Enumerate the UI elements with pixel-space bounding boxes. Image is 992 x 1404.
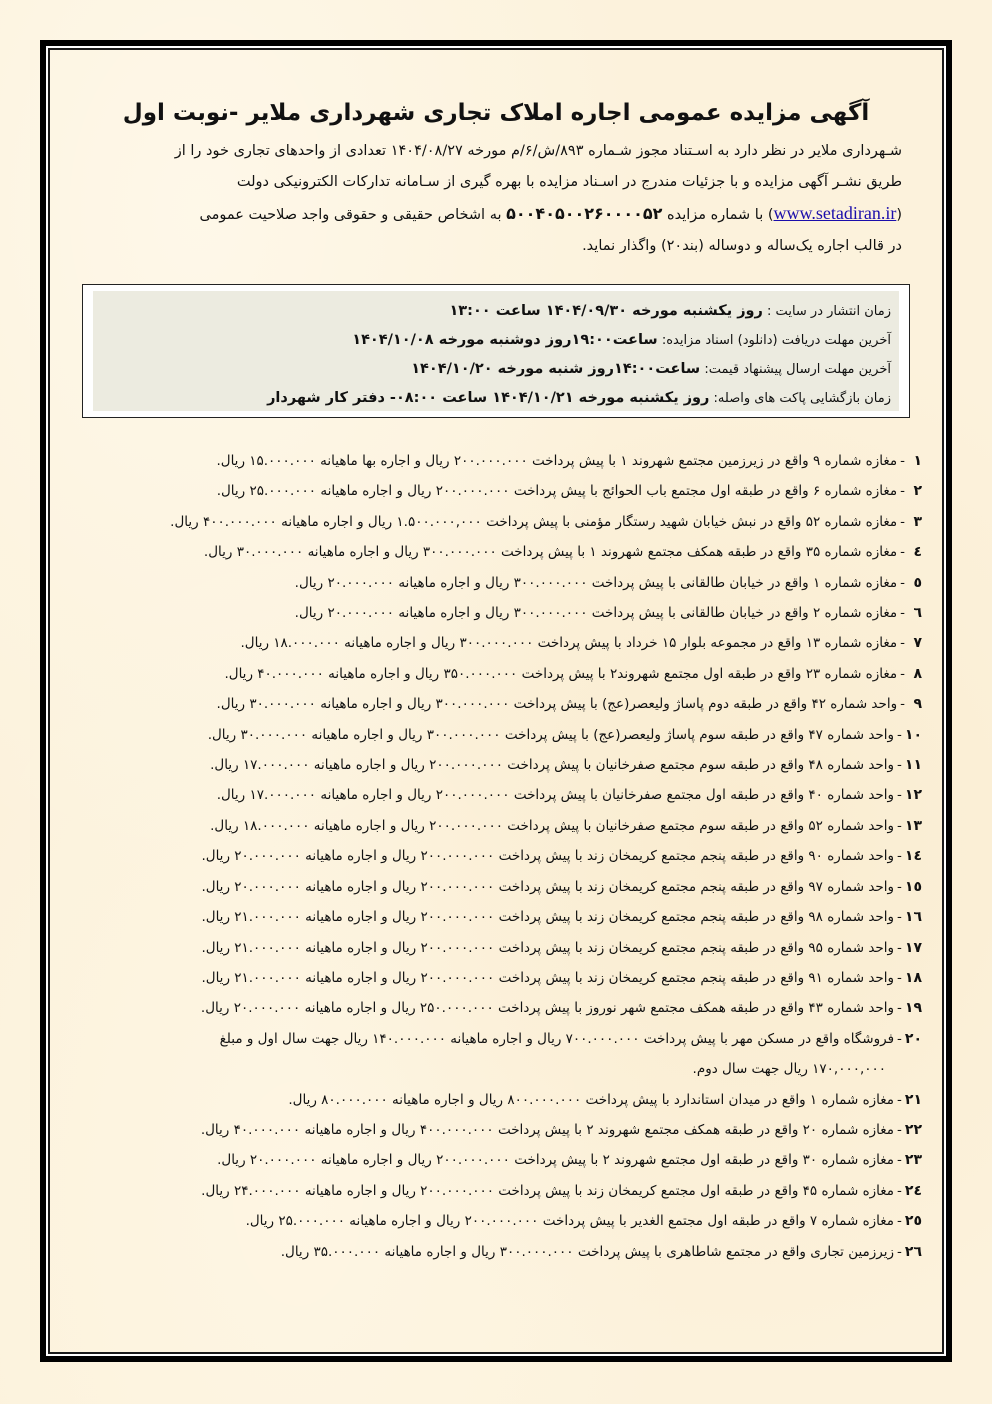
item-number: ۱۰ — [904, 726, 922, 743]
item-dash: - — [900, 696, 905, 713]
item-number: ۱٦ — [904, 909, 922, 926]
item-number: ٦ — [913, 605, 922, 622]
item-number: ۳ — [913, 513, 922, 530]
notice-title: آگهی مزایده عمومی اجاره املاک تجاری شهرداری ملایر -نوبت اول — [122, 100, 870, 126]
item-text: مغازه شماره ۱ واقع در خیابان طالقانی با پیش پرداخت ۳۰۰.۰۰۰.۰۰۰ ریال و اجاره ماهیانه ۲۰.۰۰۰.۰۰۰ ریال. — [294, 574, 898, 591]
item-number: ۱ — [913, 453, 922, 469]
list-item — [82, 1206, 922, 1236]
item-dash: - — [897, 848, 902, 865]
setadiran-link[interactable]: www.setadiran.ir — [773, 203, 897, 223]
schedule-box-inner — [93, 291, 899, 411]
schedule-label: آخرین مهلت ارسال پیشنهاد قیمت: — [704, 362, 891, 377]
item-text-continuation: ۱۷۰,۰۰۰,۰۰۰ ریال جهت سال دوم. — [692, 1061, 886, 1078]
list-item — [82, 1115, 922, 1145]
list-item — [82, 659, 922, 689]
item-number: ۱۷ — [904, 939, 922, 956]
list-item — [82, 963, 922, 993]
schedule-row-bid-deadline — [101, 355, 891, 384]
item-number: ٤ — [913, 544, 922, 561]
item-number: ۲٥ — [904, 1213, 922, 1230]
property-list — [82, 446, 922, 1267]
item-number: ۲۱ — [904, 1091, 922, 1108]
item-dash: - — [897, 1000, 902, 1017]
item-text: مغازه شماره ۲۳ واقع در طبقه اول مجتمع شهروند۲ با پیش پرداخت ۳۵۰.۰۰۰.۰۰۰ ریال و اجاره ماهیانه ۴۰.۰۰۰.۰۰۰ ریال. — [224, 665, 898, 682]
intro-line-4: در قالب اجاره یک‌ساله و دوساله (بند۲۰) واگذار نماید. — [582, 238, 902, 254]
list-item — [82, 841, 922, 871]
item-text: مغازه شماره ۲۰ واقع در طبقه همکف مجتمع شهروند ۲ با پیش پرداخت ۴۰۰.۰۰۰.۰۰۰ ریال و اجاره ماهیانه ۴۰.۰۰۰.۰۰۰ ریال. — [200, 1121, 895, 1138]
intro-line-2: طریق نشـر آگهی مزایده و با جزئیات مندرج در اسـناد مزایده با بهره گیری از سـامانه تدارکات الکترونیکی دولت — [236, 174, 902, 190]
item-dash: - — [897, 1091, 902, 1108]
item-text: زیرزمین تجاری واقع در مجتمع شاطاهری با پیش پرداخت ۳۰۰.۰۰۰.۰۰۰ ریال و اجاره ماهیانه ۳۵.۰۰۰.۰۰۰ ریال. — [280, 1243, 895, 1260]
item-text: فروشگاه واقع در مسکن مهر با پیش پرداخت ۷۰۰.۰۰۰.۰۰۰ ریال و اجاره ماهیانه ۱۴۰.۰۰۰.۰۰۰ ریال جهت سال اول و مبلغ — [219, 1030, 895, 1047]
item-number: ۱٥ — [904, 878, 922, 895]
item-text: مغازه شماره ۴۵ واقع در طبقه اول مجتمع کریمخان زند با پیش پرداخت ۲۰۰.۰۰۰.۰۰۰ ریال و اجاره ماهیانه ۲۴.۰۰۰.۰۰۰ ریال. — [201, 1182, 895, 1199]
list-item — [82, 537, 922, 567]
item-number: ۲۰ — [904, 1030, 922, 1047]
list-item — [82, 811, 922, 841]
item-number: ۸ — [913, 665, 922, 682]
item-text: واحد شماره ۴۲ واقع در طبقه دوم پاساژ ولیعصر(عج) با پیش پرداخت ۳۰۰.۰۰۰.۰۰۰ ریال و اجاره ماهیانه ۳۰.۰۰۰.۰۰۰ ریال. — [216, 696, 898, 713]
schedule-value: ساعت۱۹:۰۰روز دوشنبه مورخه ۱۴۰۴/۱۰/۰۸ — [352, 332, 658, 348]
item-dash: - — [900, 513, 905, 530]
item-number: ۲ — [913, 483, 922, 500]
list-item — [82, 507, 922, 537]
item-dash: - — [897, 1121, 902, 1138]
item-number: ۲۳ — [904, 1152, 922, 1169]
schedule-row-publish — [101, 297, 891, 326]
list-item — [82, 780, 922, 810]
item-text: واحد شماره ۹۸ واقع در طبقه پنجم مجتمع کریمخان زند با پیش پرداخت ۲۰۰.۰۰۰.۰۰۰ ریال و اجاره ماهیانه ۲۱.۰۰۰.۰۰۰ ریال. — [201, 909, 895, 926]
schedule-label: زمان انتشار در سایت : — [767, 304, 891, 319]
item-text: مغازه شماره ۲ واقع در خیابان طالقانی با پیش پرداخت ۳۰۰.۰۰۰.۰۰۰ ریال و اجاره ماهیانه ۲۰.۰۰۰.۰۰۰ ریال. — [294, 605, 898, 622]
item-text: مغازه شماره ۵۲ واقع در نبش خیابان شهید رستگار مؤمنی با پیش پرداخت ۱.۵۰۰.۰۰۰,۰۰۰ ریال و اجاره ماهیانه ۴۰۰.۰۰۰.۰۰۰ ریال. — [170, 513, 898, 530]
item-dash: - — [897, 1152, 902, 1169]
item-dash: - — [897, 909, 902, 926]
list-item — [82, 689, 922, 719]
list-item — [82, 598, 922, 628]
item-dash: - — [900, 574, 905, 591]
item-dash: - — [897, 787, 902, 804]
schedule-label: آخرین مهلت دریافت (دانلود) اسناد مزایده: — [661, 333, 891, 348]
schedule-value: روز یکشنبه مورخه ۱۴۰۴/۱۰/۲۱ ساعت ۰۸:۰۰- دفتر کار شهردار — [267, 390, 710, 406]
item-dash: - — [897, 726, 902, 743]
item-dash: - — [900, 483, 905, 500]
item-dash: - — [900, 635, 905, 652]
item-text: واحد شماره ۴۷ واقع در طبقه سوم پاساژ ولیعصر(عج) با پیش پرداخت ۳۰۰.۰۰۰.۰۰۰ ریال و اجاره ماهیانه ۳۰.۰۰۰.۰۰۰ ریال. — [207, 726, 895, 743]
item-text: واحد شماره ۵۲ واقع در طبقه سوم مجتمع صفرخانیان با پیش پرداخت ۲۰۰.۰۰۰.۰۰۰ ریال و اجاره ماهیانه ۱۸.۰۰۰.۰۰۰ ریال. — [210, 817, 895, 834]
schedule-row-download-deadline — [101, 326, 891, 355]
item-text: واحد شماره ۹۷ واقع در طبقه پنجم مجتمع کریمخان زند با پیش پرداخت ۲۰۰.۰۰۰.۰۰۰ ریال و اجاره ماهیانه ۲۰.۰۰۰.۰۰۰ ریال. — [201, 878, 895, 895]
item-dash: - — [897, 1030, 902, 1047]
list-item — [82, 1237, 922, 1267]
intro-line-3-pre: با شماره مزایده — [666, 207, 764, 223]
list-item — [82, 750, 922, 780]
schedule-label: زمان بازگشایی پاکت های واصله: — [713, 391, 891, 406]
item-number: ۹ — [913, 696, 922, 713]
item-text: واحد شماره ۴۰ واقع در طبقه اول مجتمع صفرخانیان با پیش پرداخت ۲۰۰.۰۰۰.۰۰۰ ریال و اجاره ماهیانه ۱۷.۰۰۰.۰۰۰ ریال. — [216, 787, 895, 804]
item-dash: - — [897, 939, 902, 956]
item-dash: - — [897, 878, 902, 895]
item-text: واحد شماره ۹۱ واقع در طبقه پنجم مجتمع کریمخان زند با پیش پرداخت ۲۰۰.۰۰۰.۰۰۰ ریال و اجاره ماهیانه ۲۱.۰۰۰.۰۰۰ ریال. — [201, 969, 895, 986]
item-number: ۱۱ — [904, 757, 922, 774]
item-number: ۱٤ — [904, 848, 922, 865]
schedule-row-opening — [101, 384, 891, 413]
list-item — [82, 1085, 922, 1115]
item-number: ۱۲ — [904, 787, 922, 804]
list-item — [82, 1024, 922, 1085]
schedule-value: روز یکشنبه مورخه ۱۴۰۴/۰۹/۳۰ ساعت ۱۳:۰۰ — [449, 303, 763, 319]
item-text: مغازه شماره ۹ واقع در زیرزمین مجتمع شهروند ۱ با پیش پرداخت ۲۰۰.۰۰۰.۰۰۰ ریال و اجاره بها ماهیانه ۱۵.۰۰۰.۰۰۰ ریال. — [216, 453, 898, 469]
item-number: ۲۲ — [904, 1121, 922, 1138]
intro-line-1: شـهرداری ملایر در نظر دارد به اسـتناد مجوز شـماره ۸۹۳/ش/۶/م مورخه ۱۴۰۴/۰۸/۲۷ تعدادی از واحدهای تجاری خود را از — [174, 143, 902, 159]
item-number: ۱۹ — [904, 1000, 922, 1017]
item-number: ۲٦ — [904, 1243, 922, 1260]
item-number: ۷ — [913, 635, 922, 652]
list-item — [82, 720, 922, 750]
list-item — [82, 872, 922, 902]
item-text: مغازه شماره ۳۵ واقع در طبقه همکف مجتمع شهروند ۱ با پیش پرداخت ۳۰۰.۰۰۰.۰۰۰ ریال و اجاره ماهیانه ۳۰.۰۰۰.۰۰۰ ریال. — [203, 544, 898, 561]
auction-number: ۵۰۰۴۰۵۰۰۲۶۰۰۰۰۵۲ — [506, 204, 663, 223]
item-text: مغازه شماره ۱۳ واقع در مجموعه بلوار ۱۵ خرداد با پیش پرداخت ۳۰۰.۰۰۰.۰۰۰ ریال و اجاره ماهیانه ۱۸.۰۰۰.۰۰۰ ریال. — [240, 635, 898, 652]
item-number: ۱۸ — [904, 969, 922, 986]
schedule-value: ساعت۱۴:۰۰روز شنبه مورخه ۱۴۰۴/۱۰/۲۰ — [411, 361, 701, 377]
item-dash: - — [900, 665, 905, 682]
list-item — [82, 933, 922, 963]
item-dash: - — [900, 605, 905, 622]
item-text: واحد شماره ۴۳ واقع در طبقه همکف مجتمع شهر نوروز با پیش پرداخت ۲۵۰.۰۰۰.۰۰۰ ریال و اجاره ماهیانه ۲۰.۰۰۰.۰۰۰ ریال. — [200, 1000, 895, 1017]
list-item — [82, 446, 922, 476]
intro-line-3-post: به اشخاص حقیقی و حقوقی واجد صلاحیت عمومی — [199, 207, 502, 223]
item-dash: - — [897, 1243, 902, 1260]
item-dash: - — [897, 969, 902, 986]
item-text: مغازه شماره ۳۰ واقع در طبقه اول مجتمع شهروند ۲ با پیش پرداخت ۲۰۰.۰۰۰.۰۰۰ ریال و اجاره ماهیانه ۲۰.۰۰۰.۰۰۰ ریال. — [217, 1152, 895, 1169]
list-item — [82, 1176, 922, 1206]
item-number: ۱۳ — [904, 817, 922, 834]
list-item — [82, 902, 922, 932]
list-item — [82, 568, 922, 598]
item-dash: - — [897, 757, 902, 774]
item-dash: - — [900, 544, 905, 561]
item-text: مغازه شماره ۶ واقع در طبقه اول مجتمع باب الحوائج با پیش پرداخت ۲۰۰.۰۰۰.۰۰۰ ریال و اجاره ماهیانه ۲۵.۰۰۰.۰۰۰ ریال. — [216, 483, 898, 500]
intro-line-3: (www.setadiran.ir) با شماره مزایده ۵۰۰۴۰۵۰۰۲۶۰۰۰۰۵۲ به اشخاص حقیقی و حقوقی واجد صلاحیت عمومی — [199, 203, 902, 223]
item-text: مغازه شماره ۱ واقع در میدان استاندارد با پیش پرداخت ۸۰۰.۰۰۰.۰۰۰ ریال و اجاره ماهیانه ۸۰.۰۰۰.۰۰۰ ریال. — [288, 1091, 895, 1108]
item-dash: - — [897, 1182, 902, 1199]
item-text: واحد شماره ۹۰ واقع در طبقه پنجم مجتمع کریمخان زند با پیش پرداخت ۲۰۰.۰۰۰.۰۰۰ ریال و اجاره ماهیانه ۲۰.۰۰۰.۰۰۰ ریال. — [201, 848, 895, 865]
list-item — [82, 628, 922, 658]
item-number: ۲٤ — [904, 1182, 922, 1199]
list-item — [82, 993, 922, 1023]
item-text: واحد شماره ۹۵ واقع در طبقه پنجم مجتمع کریمخان زند با پیش پرداخت ۲۰۰.۰۰۰.۰۰۰ ریال و اجاره ماهیانه ۲۱.۰۰۰.۰۰۰ ریال. — [201, 939, 895, 956]
item-dash: - — [900, 453, 905, 469]
item-text: واحد شماره ۴۸ واقع در طبقه سوم مجتمع صفرخانیان با پیش پرداخت ۲۰۰.۰۰۰.۰۰۰ ریال و اجاره ماهیانه ۱۷.۰۰۰.۰۰۰ ریال. — [210, 757, 895, 774]
item-dash: - — [897, 817, 902, 834]
intro-paragraph — [82, 136, 902, 262]
item-dash: - — [897, 1213, 902, 1230]
list-item — [82, 476, 922, 506]
schedule-box — [82, 284, 910, 418]
list-item — [82, 1145, 922, 1175]
item-text: مغازه شماره ۷ واقع در طبقه اول مجتمع الغدیر با پیش پرداخت ۲۰۰.۰۰۰.۰۰۰ ریال و اجاره ماهیانه ۲۵.۰۰۰.۰۰۰ ریال. — [245, 1213, 895, 1230]
item-number: ٥ — [913, 574, 922, 591]
